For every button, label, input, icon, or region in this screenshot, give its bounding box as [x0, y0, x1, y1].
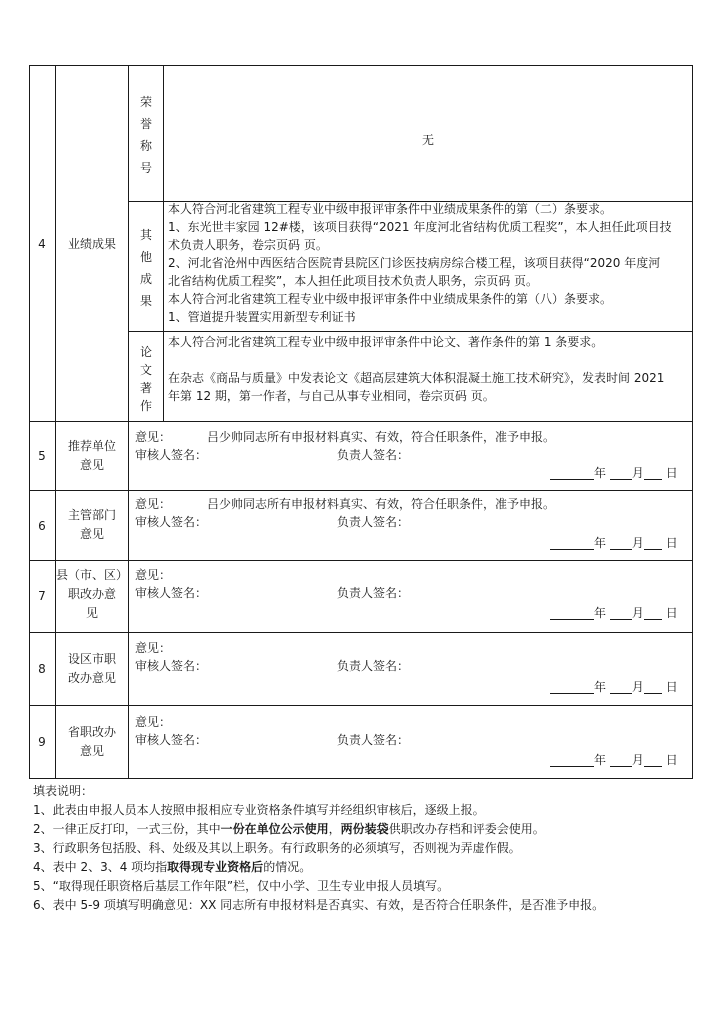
row9-title-line: 意见 [79, 744, 104, 758]
papers-line: 年第 12 期，第一作者，与自己从事专业相同，卷宗页码 页。 [168, 389, 495, 403]
row4-index: 4 [38, 237, 46, 251]
row8-reviewer-signature-label: 审核人签名： [135, 659, 208, 673]
month-blank[interactable] [610, 607, 632, 620]
row9-opinion-label: 意见： [135, 715, 172, 729]
row9-index: 9 [38, 735, 46, 749]
row7-responsible-signature-label: 负责人签名： [337, 586, 410, 600]
month-label: 月 [631, 753, 644, 767]
honors-label-char: 称 [139, 139, 152, 153]
other-line: 术负责人职务，卷宗页码 页。 [168, 238, 328, 252]
row7-bottom-divider [29, 632, 693, 633]
row8-title-line: 设区市职 [67, 652, 116, 666]
instruction-item: 3、行政职务包括股、科、处级及其以上职务。有行政职务的必须填写，否则视为弄虚作假。 [33, 841, 521, 855]
year-label: 年 [594, 466, 607, 480]
other-line: 1、东光世丰家园 12#楼，该项目获得“2021 年度河北省结构优质工程奖”，本人担任此项目技 [168, 220, 672, 234]
honors-label-char: 荣 [139, 95, 152, 109]
month-blank[interactable] [610, 681, 632, 694]
honors-label-char: 号 [139, 161, 152, 175]
row6-opinion-label: 意见： [135, 497, 172, 511]
instruction-text: ， [328, 822, 341, 836]
row5-title-line: 推荐单位 [67, 439, 116, 453]
other-line: 1、管道提升装置实用新型专利证书 [168, 310, 356, 324]
row6-opinion-text[interactable]: 吕少帅同志所有申报材料真实、有效，符合任职条件，准予申报。 [207, 497, 556, 511]
instruction-item [33, 822, 545, 836]
day-blank[interactable] [644, 537, 662, 550]
instruction-item [33, 860, 311, 874]
other-label-char: 他 [139, 250, 152, 264]
row7-reviewer-signature-label: 审核人签名： [135, 586, 208, 600]
year-blank[interactable] [550, 681, 594, 694]
month-blank[interactable] [610, 754, 632, 767]
other-bottom-divider [128, 331, 693, 332]
row6-index: 6 [38, 519, 46, 533]
other-label-char: 其 [139, 228, 152, 242]
evaluation-table [29, 65, 693, 779]
day-blank[interactable] [644, 607, 662, 620]
day-label: 日 [665, 680, 678, 694]
year-blank[interactable] [550, 607, 594, 620]
papers-line: 本人符合河北省建筑工程专业中级申报评审条件中论文、著作条件的第 1 条要求。 [168, 335, 604, 349]
papers-label-char: 作 [139, 399, 152, 413]
year-blank[interactable] [550, 754, 594, 767]
row8-opinion-label: 意见： [135, 641, 172, 655]
other-line: 本人符合河北省建筑工程专业中级申报评审条件中业绩成果条件的第（二）条要求。 [168, 202, 613, 216]
month-label: 月 [631, 536, 644, 550]
month-label: 月 [631, 606, 644, 620]
papers-label-char: 论 [139, 345, 152, 359]
row6-date-line[interactable] [550, 536, 678, 550]
row9-date-line[interactable] [550, 753, 678, 767]
instruction-item: 1、此表由申报人员本人按照申报相应专业资格条件填写并经组织审核后，逐级上报。 [33, 803, 485, 817]
instruction-text: 供职改办存档和评委会使用。 [388, 822, 545, 836]
year-label: 年 [594, 536, 607, 550]
month-blank[interactable] [610, 467, 632, 480]
row9-title-line: 省职改办 [67, 725, 116, 739]
instruction-text: 4、表中 2、3、4 项均指 [33, 860, 168, 874]
row5-bottom-divider [29, 490, 693, 491]
row6-reviewer-signature-label: 审核人签名： [135, 515, 208, 529]
instruction-text: 的情况。 [263, 860, 312, 874]
row8-index: 8 [38, 662, 46, 676]
day-label: 日 [665, 753, 678, 767]
papers-line: 在杂志《商品与质量》中发表论文《超高层建筑大体积混凝土施工技术研究》，发表时间 2021 [168, 371, 665, 385]
day-label: 日 [665, 536, 678, 550]
day-label: 日 [665, 466, 678, 480]
year-label: 年 [594, 680, 607, 694]
row5-responsible-signature-label: 负责人签名： [337, 448, 410, 462]
day-blank[interactable] [644, 754, 662, 767]
year-blank[interactable] [550, 537, 594, 550]
row8-date-line[interactable] [550, 680, 678, 694]
month-blank[interactable] [610, 537, 632, 550]
papers-label-char: 文 [139, 363, 152, 377]
year-blank[interactable] [550, 467, 594, 480]
row9-reviewer-signature-label: 审核人签名： [135, 733, 208, 747]
row5-index: 5 [38, 449, 46, 463]
instruction-emphasis: 一份在单位公示使用 [220, 822, 329, 836]
row6-title-line: 主管部门 [67, 508, 116, 522]
other-label-char: 果 [139, 294, 152, 308]
row8-title-line: 改办意见 [67, 671, 116, 685]
row4-bottom-divider [29, 421, 693, 422]
day-blank[interactable] [644, 681, 662, 694]
day-label: 日 [665, 606, 678, 620]
instruction-text: 2、一律正反打印，一式三份，其中 [33, 822, 221, 836]
row7-title-line: 见 [85, 606, 98, 620]
other-label-char: 成 [139, 272, 152, 286]
sublabel-column-divider [163, 65, 164, 421]
row7-date-line[interactable] [550, 606, 678, 620]
table-right-border [692, 65, 693, 779]
instruction-emphasis: 两份装袋 [340, 822, 389, 836]
year-label: 年 [594, 753, 607, 767]
instruction-emphasis: 取得现专业资格后 [167, 860, 264, 874]
row5-opinion-label: 意见： [135, 430, 172, 444]
year-label: 年 [594, 606, 607, 620]
day-blank[interactable] [644, 467, 662, 480]
other-line: 北省结构优质工程奖”，本人担任此项目技术负责人职务，宗页码 页。 [168, 274, 539, 288]
other-line: 本人符合河北省建筑工程专业中级申报评审条件中业绩成果条件的第（八）条要求。 [168, 292, 613, 306]
row7-opinion-label: 意见： [135, 568, 172, 582]
row5-date-line[interactable] [550, 466, 678, 480]
row5-opinion-text[interactable]: 吕少帅同志所有申报材料真实、有效，符合任职条件，准予申报。 [207, 430, 556, 444]
row7-title-line: 县（市、区） [56, 568, 129, 582]
papers-label-char: 著 [139, 381, 152, 395]
row6-bottom-divider [29, 560, 693, 561]
row6-responsible-signature-label: 负责人签名： [337, 515, 410, 529]
row8-responsible-signature-label: 负责人签名： [337, 659, 410, 673]
row6-title-line: 意见 [79, 527, 104, 541]
row5-title-line: 意见 [79, 458, 104, 472]
row7-index: 7 [38, 589, 46, 603]
row4-title: 业绩成果 [67, 237, 116, 251]
row5-reviewer-signature-label: 审核人签名： [135, 448, 208, 462]
row8-bottom-divider [29, 705, 693, 706]
row9-responsible-signature-label: 负责人签名： [337, 733, 410, 747]
other-line: 2、河北省沧州中西医结合医院青县院区门诊医技病房综合楼工程，该项目获得“2020 年度河 [168, 256, 661, 270]
honors-label-char: 誉 [139, 117, 152, 131]
honors-content: 无 [421, 133, 434, 147]
row7-title-line: 职改办意 [67, 587, 116, 601]
month-label: 月 [631, 466, 644, 480]
instructions-title: 填表说明： [33, 784, 94, 798]
instruction-item: 6、表中 5-9 项填写明确意见：XX 同志所有申报材料是否真实、有效，是否符合任职条件，是否准予申报。 [33, 898, 605, 912]
instruction-item: 5、“取得现任职资格后基层工作年限”栏，仅中小学、卫生专业申报人员填写。 [33, 879, 450, 893]
month-label: 月 [631, 680, 644, 694]
